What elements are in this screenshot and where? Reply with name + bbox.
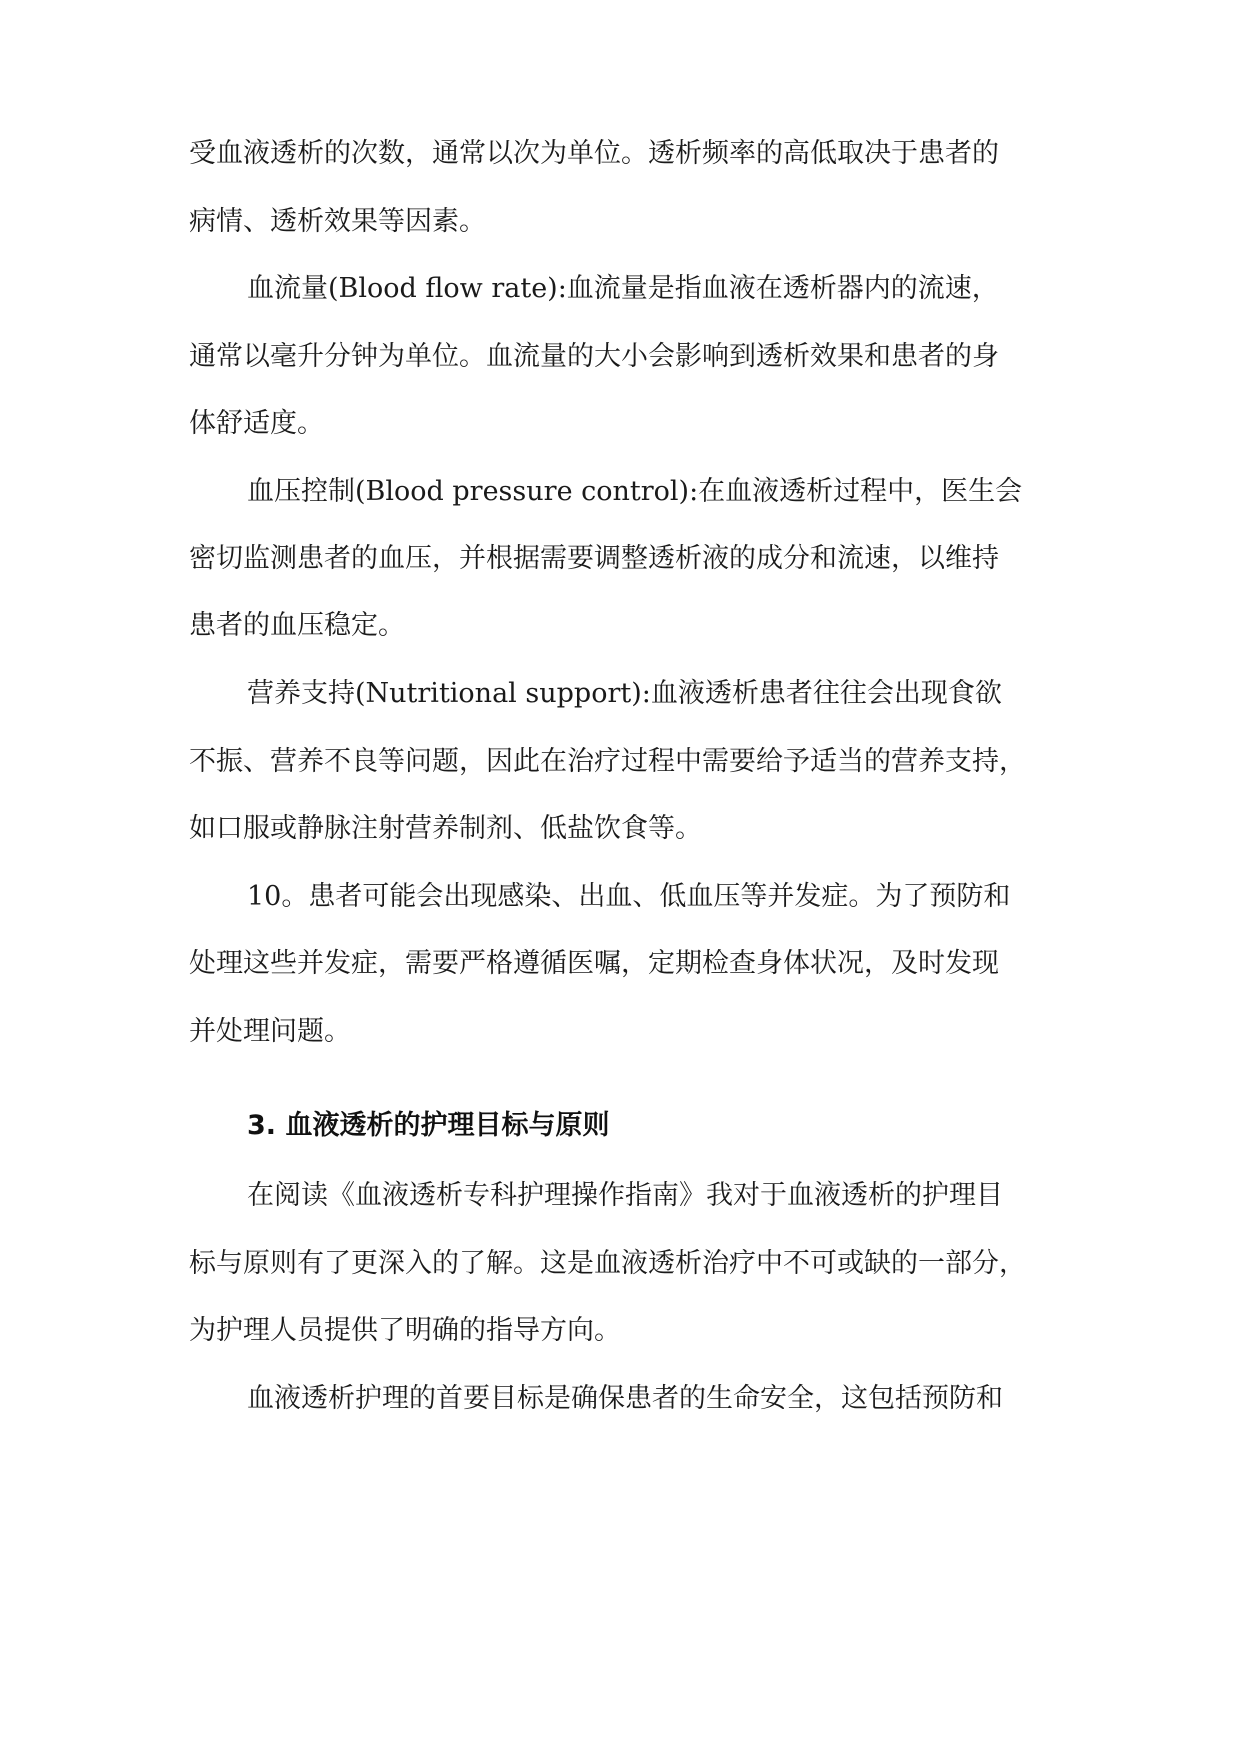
- paragraph-line: 10。患者可能会出现感染、出血、低血压等并发症。为了预防和: [247, 881, 1011, 912]
- paragraph-line: 在阅读《血液透析专科护理操作指南》我对于血液透析的护理目: [247, 1180, 1003, 1211]
- paragraph-line: 通常以毫升分钟为单位。血流量的大小会影响到透析效果和患者的身: [189, 341, 999, 372]
- paragraph-line: 处理这些并发症，需要严格遵循医嘱，定期检查身体状况，及时发现: [189, 948, 999, 979]
- paragraph-line: 并处理问题。: [189, 1016, 351, 1047]
- paragraph-line: 如口服或静脉注射营养制剂、低盐饮食等。: [189, 813, 702, 844]
- paragraph-line: 患者的血压稳定。: [189, 610, 405, 641]
- paragraph-line: 血压控制(Blood pressure control):在血液透析过程中，医生会: [247, 476, 1023, 507]
- paragraph-line: 体舒适度。: [189, 408, 324, 439]
- paragraph-line: 病情、透析效果等因素。: [189, 206, 486, 237]
- paragraph-line: 密切监测患者的血压，并根据需要调整透析液的成分和流速，以维持: [189, 543, 999, 574]
- paragraph-line: 为护理人员提供了明确的指导方向。: [189, 1315, 621, 1346]
- paragraph-line: 标与原则有了更深入的了解。这是血液透析治疗中不可或缺的一部分，: [189, 1248, 1026, 1279]
- paragraph-line: 营养支持(Nutritional support):血液透析患者往往会出现食欲: [247, 678, 1002, 709]
- paragraph-line: 受血液透析的次数，通常以次为单位。透析频率的高低取决于患者的: [189, 138, 999, 169]
- section-heading: 3. 血液透析的护理目标与原则: [247, 1110, 610, 1141]
- paragraph-line: 血流量(Blood flow rate):血流量是指血液在透析器内的流速，: [247, 273, 999, 304]
- paragraph-line: 不振、营养不良等问题，因此在治疗过程中需要给予适当的营养支持，: [189, 746, 1026, 777]
- paragraph-line: 血液透析护理的首要目标是确保患者的生命安全，这包括预防和: [247, 1383, 1003, 1414]
